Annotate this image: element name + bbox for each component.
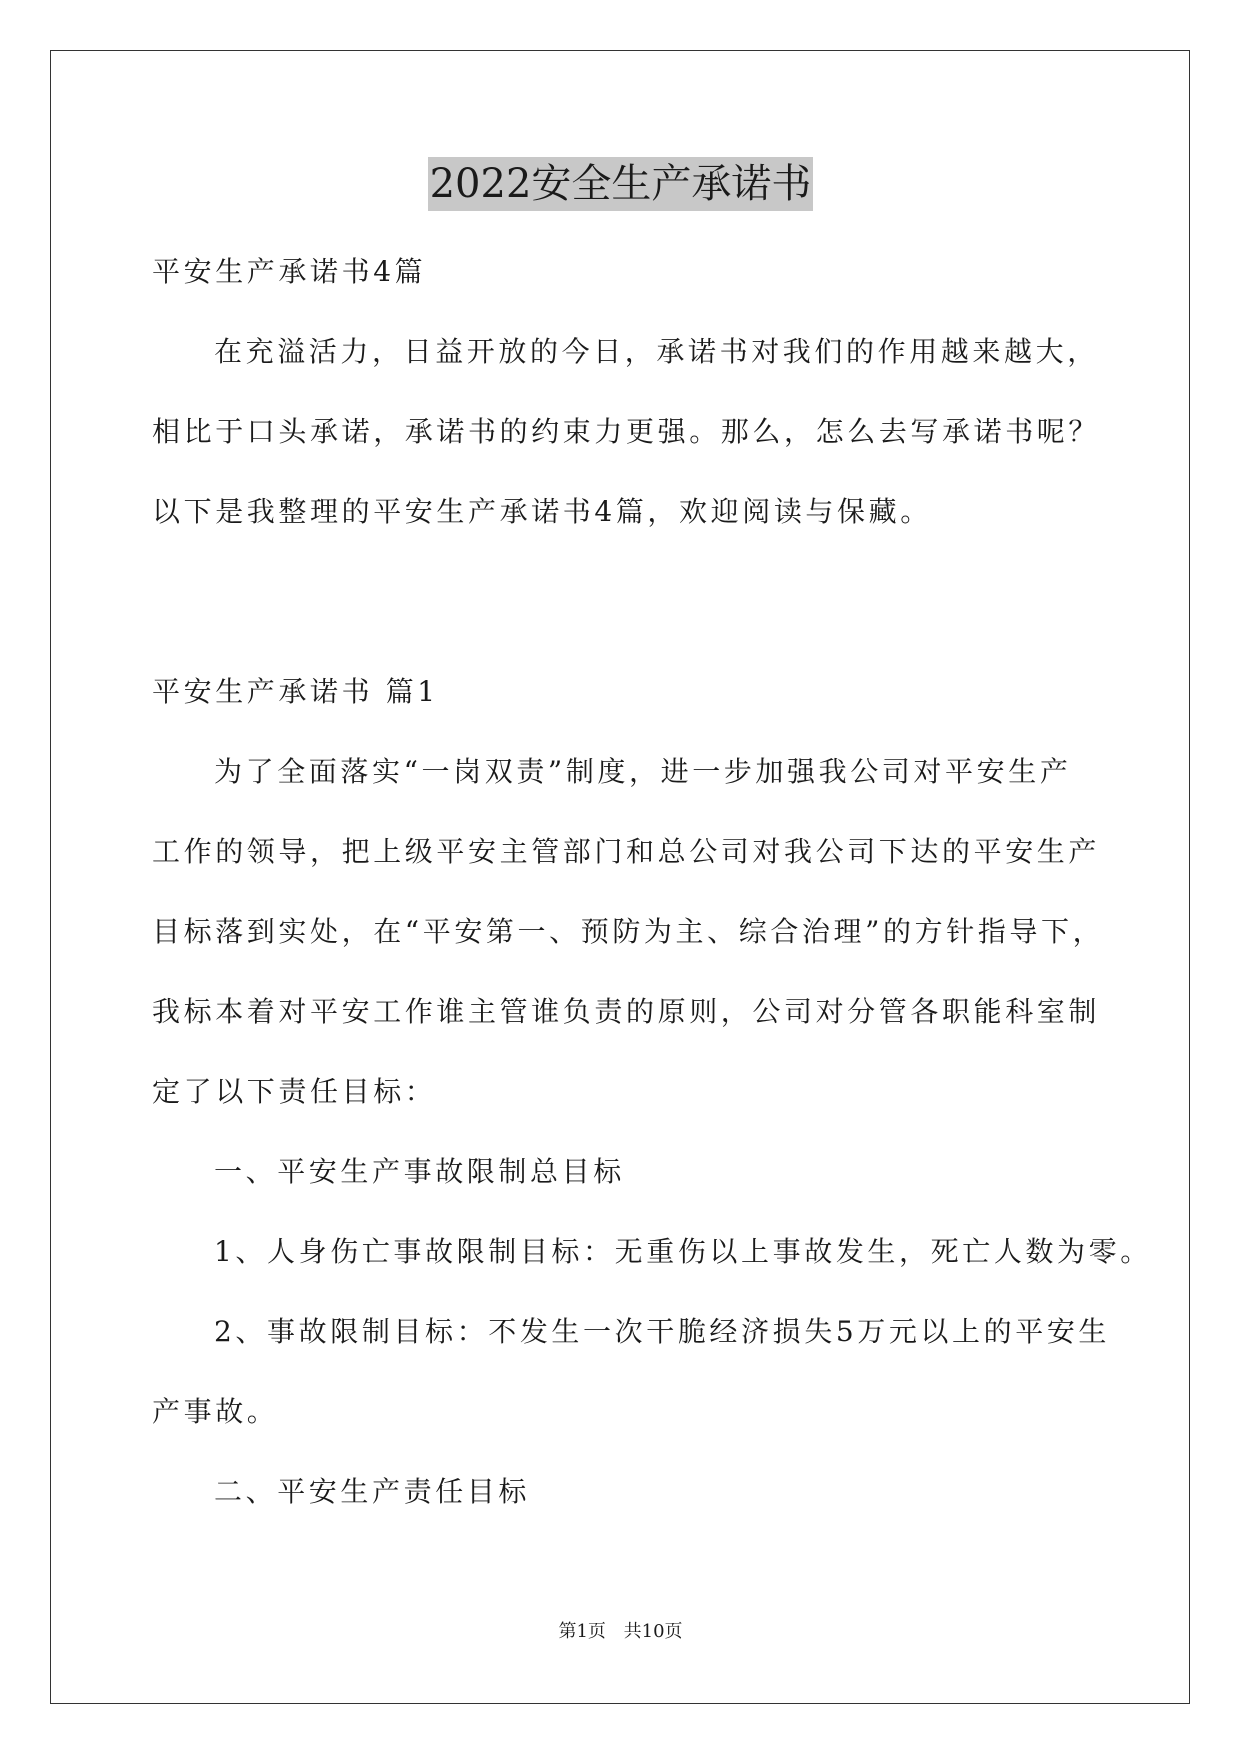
- paragraph-line: 我标本着对平安工作谁主管谁负责的原则，公司对分管各职能科室制: [152, 995, 1101, 1028]
- paragraph-line: 1、人身伤亡事故限制目标：无重伤以上事故发生，死亡人数为零。: [214, 1235, 1152, 1268]
- document-title: 2022安全生产承诺书: [428, 157, 814, 211]
- paragraph-line: 目标落到实处，在“平安第一、预防为主、综合治理”的方针指导下，: [152, 915, 1105, 948]
- page-footer: [0, 1620, 1241, 1644]
- paragraph-line: 二、平安生产责任目标: [214, 1475, 531, 1508]
- paragraph-line: 产事故。: [152, 1395, 279, 1428]
- paragraph-line: 相比于口头承诺，承诺书的约束力更强。那么，怎么去写承诺书呢？: [152, 415, 1101, 448]
- paragraph-line: 定了以下责任目标：: [152, 1075, 437, 1108]
- section-heading: 平安生产承诺书 篇1: [152, 675, 439, 708]
- paragraph-line: 工作的领导，把上级平安主管部门和总公司对我公司下达的平安生产: [152, 835, 1101, 868]
- paragraph-line: 2、事故限制目标：不发生一次干脆经济损失5万元以上的平安生: [214, 1315, 1111, 1348]
- page-frame: [50, 50, 1190, 1704]
- paragraph-line: 在充溢活力，日益开放的今日，承诺书对我们的作用越来越大，: [214, 335, 1099, 368]
- paragraph-line: 以下是我整理的平安生产承诺书4篇，欢迎阅读与保藏。: [152, 495, 932, 528]
- paragraph-line: 一、平安生产事故限制总目标: [214, 1155, 625, 1188]
- paragraph-line: 为了全面落实“一岗双责”制度，进一步加强我公司对平安生产: [214, 755, 1072, 788]
- title-container: [0, 157, 1241, 211]
- subtitle-line: 平安生产承诺书4篇: [152, 255, 427, 288]
- page-total: 共10页: [623, 1621, 683, 1642]
- page-number: 第1页: [558, 1621, 606, 1642]
